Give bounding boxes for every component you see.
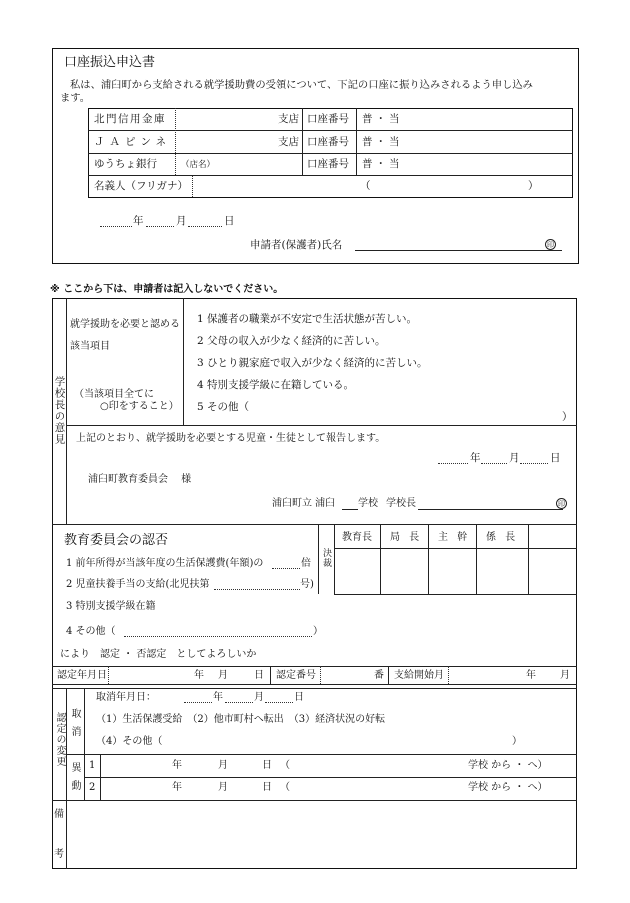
- transfer-row-2-number: 2: [89, 782, 96, 793]
- applicant-name-label: 申請者(保護者)氏名: [250, 239, 343, 251]
- cert-number-suffix: 番: [374, 670, 384, 681]
- payment-start-year: 年: [526, 670, 536, 681]
- approver-superintendent: 教育長: [342, 532, 372, 543]
- criteria-item-3: 3 ひとり親家庭で収入が少なく経済的に苦しい。: [197, 357, 428, 369]
- payment-start-month: 月: [560, 670, 570, 681]
- cert-year: 年: [194, 670, 204, 681]
- date-year: 年: [133, 215, 144, 227]
- date-month: 月: [176, 215, 187, 227]
- holder-paren-close: ）: [528, 180, 539, 192]
- approver-director: 局 長: [390, 532, 423, 543]
- remarks-label-2: 考: [54, 849, 64, 860]
- transfer-row-1-year: 年: [172, 760, 182, 771]
- transfer-label: 異動: [69, 762, 80, 798]
- report-month: 月: [509, 452, 520, 464]
- intro-text-line2: ます。: [60, 92, 91, 104]
- notice-text: ※ ここから下は、申請者は記入しないでください。: [50, 284, 284, 295]
- criteria-item-5: 5 その他（: [197, 401, 250, 413]
- board-conclusion: により 認定 ・ 否認定 としてよろしいか: [60, 649, 257, 660]
- holder-label: 名義人（フリガナ）: [94, 180, 188, 192]
- cert-number-label: 認定番号: [276, 670, 316, 681]
- cancel-day: 日: [294, 692, 304, 703]
- board-item-1: 1 前年所得が当該年度の生活保護費(年額)の: [66, 558, 264, 569]
- cancel-reasons-1: （1）生活保護受給 （2）他市町村へ転出 （3）経済状況の好転: [96, 714, 386, 725]
- cancel-reasons-close: ）: [512, 736, 522, 747]
- transfer-row-2-day: 日: [262, 782, 272, 793]
- cancel-year: 年: [213, 692, 223, 703]
- board-item-2-suffix: 号): [300, 579, 314, 590]
- criteria-item-1: 1 保護者の職業が不安定で生活状態が苦しい。: [197, 313, 418, 325]
- applicant-seal: 印: [547, 241, 554, 249]
- board-item-3: 3 特別支援学級在籍: [66, 601, 156, 612]
- bank1-name: 北門信用金庫: [94, 113, 166, 125]
- criteria-label-2: 該当項目: [70, 341, 110, 352]
- criteria-item-2: 2 父母の収入が少なく経済的に苦しい。: [197, 335, 386, 347]
- transfer-row-2-text: 学校 から ・ へ）: [468, 782, 548, 793]
- cert-date-label: 認定年月日: [57, 670, 107, 681]
- transfer-row-2-month: 月: [218, 782, 228, 793]
- criteria-item-4: 4 特別支援学級に在籍している。: [197, 379, 355, 391]
- holder-paren-open: （: [360, 180, 371, 192]
- addressee: 浦臼町教育委員会 様: [88, 474, 192, 485]
- account-number-label-2: 口座番号: [307, 136, 349, 148]
- account-number-label-3: 口座番号: [307, 158, 349, 170]
- kessai-label: 決裁: [321, 548, 331, 568]
- transfer-row-1-day: 日: [262, 760, 272, 771]
- form-title: 口座振込申込書: [64, 55, 156, 70]
- report-text: 上記のとおり、就学援助を必要とする児童・生徒として報告します。: [76, 433, 386, 444]
- branch-name-label: （店名）: [181, 160, 216, 170]
- principal-label: 学校長: [386, 498, 416, 509]
- board-item-1-suffix: 倍: [301, 558, 311, 569]
- approver-section-head: 係 長: [486, 532, 519, 543]
- transfer-row-1-paren: （: [280, 760, 290, 771]
- school-suffix: 学校: [358, 498, 378, 509]
- transfer-row-1-number: 1: [89, 760, 96, 771]
- branch-label-1: 支店: [278, 113, 299, 125]
- date-day: 日: [224, 215, 235, 227]
- account-type-1: 普・当: [362, 113, 403, 125]
- bank3-name: ゆうちょ銀行: [94, 158, 157, 170]
- certification-change-label: 認定の変更: [54, 712, 65, 767]
- report-day: 日: [550, 452, 561, 464]
- bank2-name: ＪＡピンネ: [94, 136, 172, 148]
- transfer-row-2-year: 年: [172, 782, 182, 793]
- school-prefix: 浦臼町立 浦臼: [272, 498, 336, 509]
- transfer-row-1-text: 学校 から ・ へ）: [468, 760, 548, 771]
- cert-month: 月: [218, 670, 228, 681]
- board-item-4: 4 その他（: [66, 626, 116, 637]
- cancel-label: 取消: [69, 708, 80, 744]
- account-number-label-1: 口座番号: [307, 113, 349, 125]
- report-year: 年: [470, 452, 481, 464]
- criteria-label-1: 就学援助を必要と認める: [70, 319, 180, 330]
- board-item-4-close: ）: [313, 626, 323, 637]
- intro-text-line1: 私は、浦臼町から支給される就学援助費の受領について、下記の口座に振り込みされるよう申し込み: [70, 79, 533, 91]
- principal-seal: 印: [558, 500, 565, 508]
- cancel-date-label: 取消年月日：: [96, 692, 156, 703]
- approver-chief: 主 幹: [438, 532, 471, 543]
- cert-day: 日: [254, 670, 264, 681]
- account-type-2: 普・当: [362, 136, 403, 148]
- cancel-reasons-2: （4）その他（: [96, 736, 163, 747]
- branch-label-2: 支店: [278, 136, 299, 148]
- transfer-row-1-month: 月: [218, 760, 228, 771]
- criteria-note-2: ○印をすること）: [100, 401, 179, 412]
- transfer-row-2-paren: （: [280, 782, 290, 793]
- remarks-label-1: 備: [54, 809, 64, 820]
- board-item-2: 2 児童扶養手当の支給(北児扶第: [66, 579, 210, 590]
- account-type-3: 普・当: [362, 158, 403, 170]
- board-title: 教育委員会の認否: [64, 533, 169, 548]
- criteria-note-1: （当該項目全てに: [74, 389, 154, 400]
- principal-opinion-label: 学校長の意見: [53, 376, 66, 445]
- criteria-item-5-close: ）: [562, 411, 573, 423]
- payment-start-label: 支給開始月: [394, 670, 444, 681]
- cancel-month: 月: [254, 692, 264, 703]
